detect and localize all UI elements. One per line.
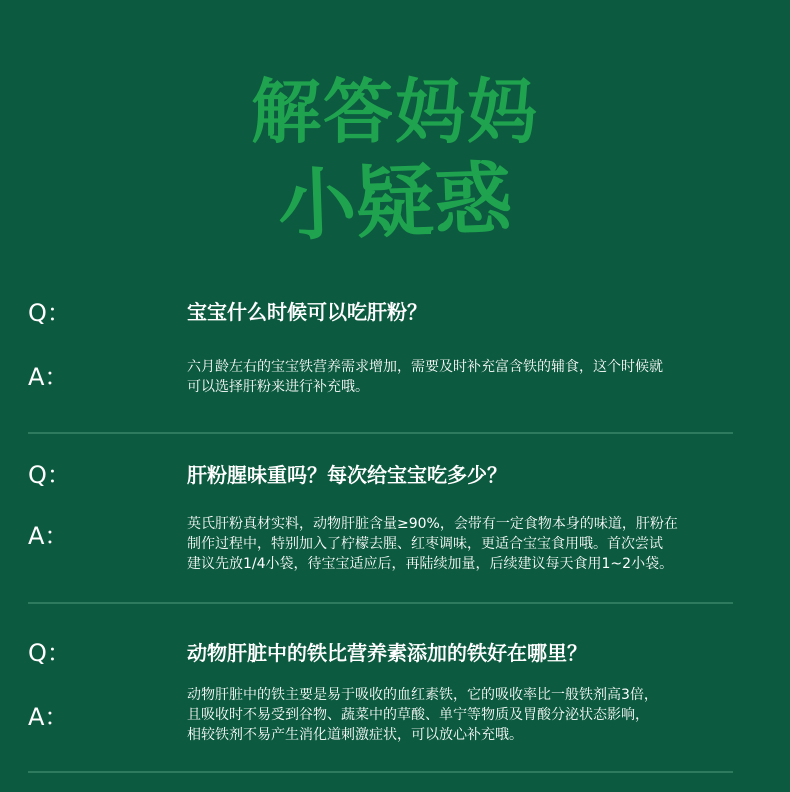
question-label: Q： [28, 461, 71, 489]
question-text: 宝宝什么时候可以吃肝粉？ [187, 300, 427, 324]
divider [28, 432, 733, 434]
answer-line: 六月龄左右的宝宝铁营养需求增加，需要及时补充富含铁的辅食，这个时候就 [187, 359, 663, 375]
hero-title-line1: 解答妈妈 [251, 71, 539, 153]
divider [28, 771, 733, 773]
hero-title-line2: 小疑惑 [276, 153, 514, 253]
question-text: 肝粉腥味重吗？每次给宝宝吃多少？ [187, 463, 507, 487]
answer-line: 制作过程中，特别加入了柠檬去腥、红枣调味，更适合宝宝食用哦。首次尝试 [187, 536, 663, 552]
question-label: Q： [28, 299, 71, 327]
question-text: 动物肝脏中的铁比营养素添加的铁好在哪里？ [187, 641, 587, 665]
answer-line: 建议先放1/4小袋，待宝宝适应后，再陆续加量，后续建议每天食用1~2小袋。 [187, 556, 674, 572]
divider [28, 602, 733, 604]
answer-label: A： [28, 363, 69, 391]
hero-banner [0, 0, 790, 270]
answer-label: A： [28, 522, 69, 550]
answer-line: 相较铁剂不易产生消化道刺激症状，可以放心补充哦。 [187, 727, 523, 743]
answer-text [187, 357, 727, 397]
answer-line: 英氏肝粉真材实料，动物肝脏含量≥90%，会带有一定食物本身的味道，肝粉在 [187, 516, 678, 532]
answer-label: A： [28, 703, 69, 731]
question-label: Q： [28, 639, 71, 667]
answer-line: 且吸收时不易受到谷物、蔬菜中的草酸、单宁等物质及胃酸分泌状态影响， [187, 707, 649, 723]
answer-text [187, 685, 727, 745]
answer-text [187, 514, 727, 574]
answer-line: 动物肝脏中的铁主要是易于吸收的血红素铁，它的吸收率比一般铁剂高3倍， [187, 687, 658, 703]
answer-line: 可以选择肝粉来进行补充哦。 [187, 379, 369, 395]
